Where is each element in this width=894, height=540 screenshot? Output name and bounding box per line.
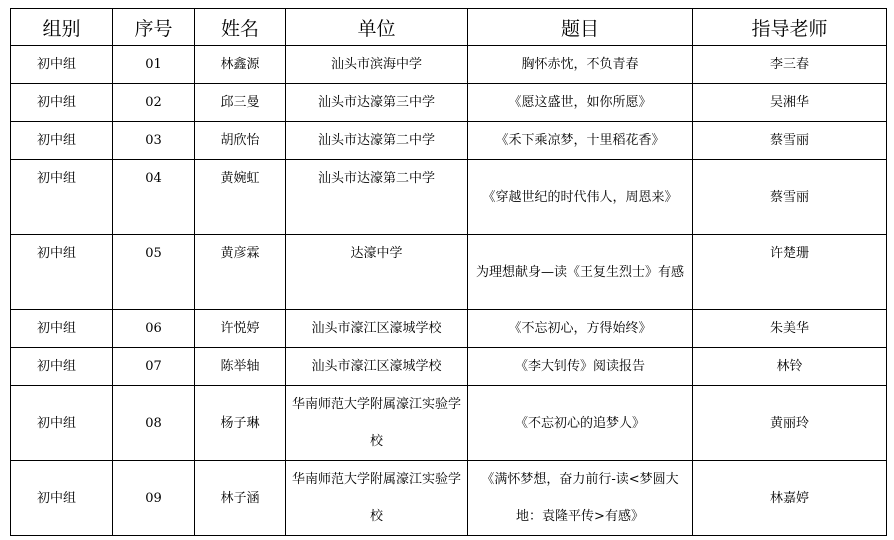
cell-group: 初中组 [11,348,113,386]
cell-no: 03 [113,122,195,160]
cell-title: 《禾下乘凉梦，十里稻花香》 [468,122,693,160]
header-title: 题目 [468,9,693,46]
cell-title: 《不忘初心，方得始终》 [468,310,693,348]
cell-title: 《愿这盛世，如你所愿》 [468,84,693,122]
cell-name: 黄彦霖 [195,235,286,310]
table-row [11,122,887,160]
cell-teacher: 林铃 [693,348,887,386]
cell-unit: 华南师范大学附属濠江实验学校 [286,386,468,461]
table-row [11,46,887,84]
cell-unit: 汕头市濠江区濠城学校 [286,310,468,348]
table-row [11,160,887,235]
cell-group: 初中组 [11,84,113,122]
cell-teacher: 林嘉婷 [693,461,887,536]
cell-no: 05 [113,235,195,310]
cell-title: 为理想献身—读《王复生烈士》有感 [468,235,693,310]
results-table [10,8,887,536]
cell-no: 02 [113,84,195,122]
cell-teacher: 吴湘华 [693,84,887,122]
cell-teacher: 朱美华 [693,310,887,348]
cell-name: 胡欣怡 [195,122,286,160]
table-row [11,235,887,310]
cell-no: 01 [113,46,195,84]
cell-unit: 汕头市濠江区濠城学校 [286,348,468,386]
cell-title: 《李大钊传》阅读报告 [468,348,693,386]
cell-unit: 汕头市达濠第二中学 [286,160,468,235]
cell-group: 初中组 [11,386,113,461]
cell-no: 04 [113,160,195,235]
cell-group: 初中组 [11,160,113,235]
table-row [11,461,887,536]
cell-title: 《满怀梦想，奋力前行-读<梦圆大地：袁隆平传>有感》 [468,461,693,536]
cell-teacher: 黄丽玲 [693,386,887,461]
cell-name: 邱三曼 [195,84,286,122]
table-row [11,348,887,386]
cell-name: 黄婉虹 [195,160,286,235]
cell-name: 林子涵 [195,461,286,536]
cell-name: 杨子琳 [195,386,286,461]
cell-name: 许悦婷 [195,310,286,348]
table-row [11,84,887,122]
cell-title: 《不忘初心的追梦人》 [468,386,693,461]
cell-group: 初中组 [11,46,113,84]
cell-title: 《穿越世纪的时代伟人，周恩来》 [468,160,693,235]
cell-group: 初中组 [11,461,113,536]
cell-group: 初中组 [11,235,113,310]
cell-no: 09 [113,461,195,536]
cell-no: 08 [113,386,195,461]
cell-name: 陈举轴 [195,348,286,386]
cell-unit: 达濠中学 [286,235,468,310]
cell-teacher: 蔡雪丽 [693,122,887,160]
cell-name: 林鑫源 [195,46,286,84]
cell-no: 07 [113,348,195,386]
cell-unit: 汕头市达濠第三中学 [286,84,468,122]
header-teacher: 指导老师 [693,9,887,46]
cell-teacher: 蔡雪丽 [693,160,887,235]
cell-group: 初中组 [11,310,113,348]
cell-unit: 汕头市滨海中学 [286,46,468,84]
cell-no: 06 [113,310,195,348]
header-group: 组别 [11,9,113,46]
header-no: 序号 [113,9,195,46]
cell-title: 胸怀赤忱，不负青春 [468,46,693,84]
results-table-container [10,8,887,536]
cell-unit: 汕头市达濠第二中学 [286,122,468,160]
table-row [11,310,887,348]
table-row [11,386,887,461]
header-row [11,9,887,46]
cell-teacher: 李三春 [693,46,887,84]
cell-unit: 华南师范大学附属濠江实验学校 [286,461,468,536]
header-unit: 单位 [286,9,468,46]
cell-group: 初中组 [11,122,113,160]
cell-teacher: 许楚珊 [693,235,887,310]
header-name: 姓名 [195,9,286,46]
